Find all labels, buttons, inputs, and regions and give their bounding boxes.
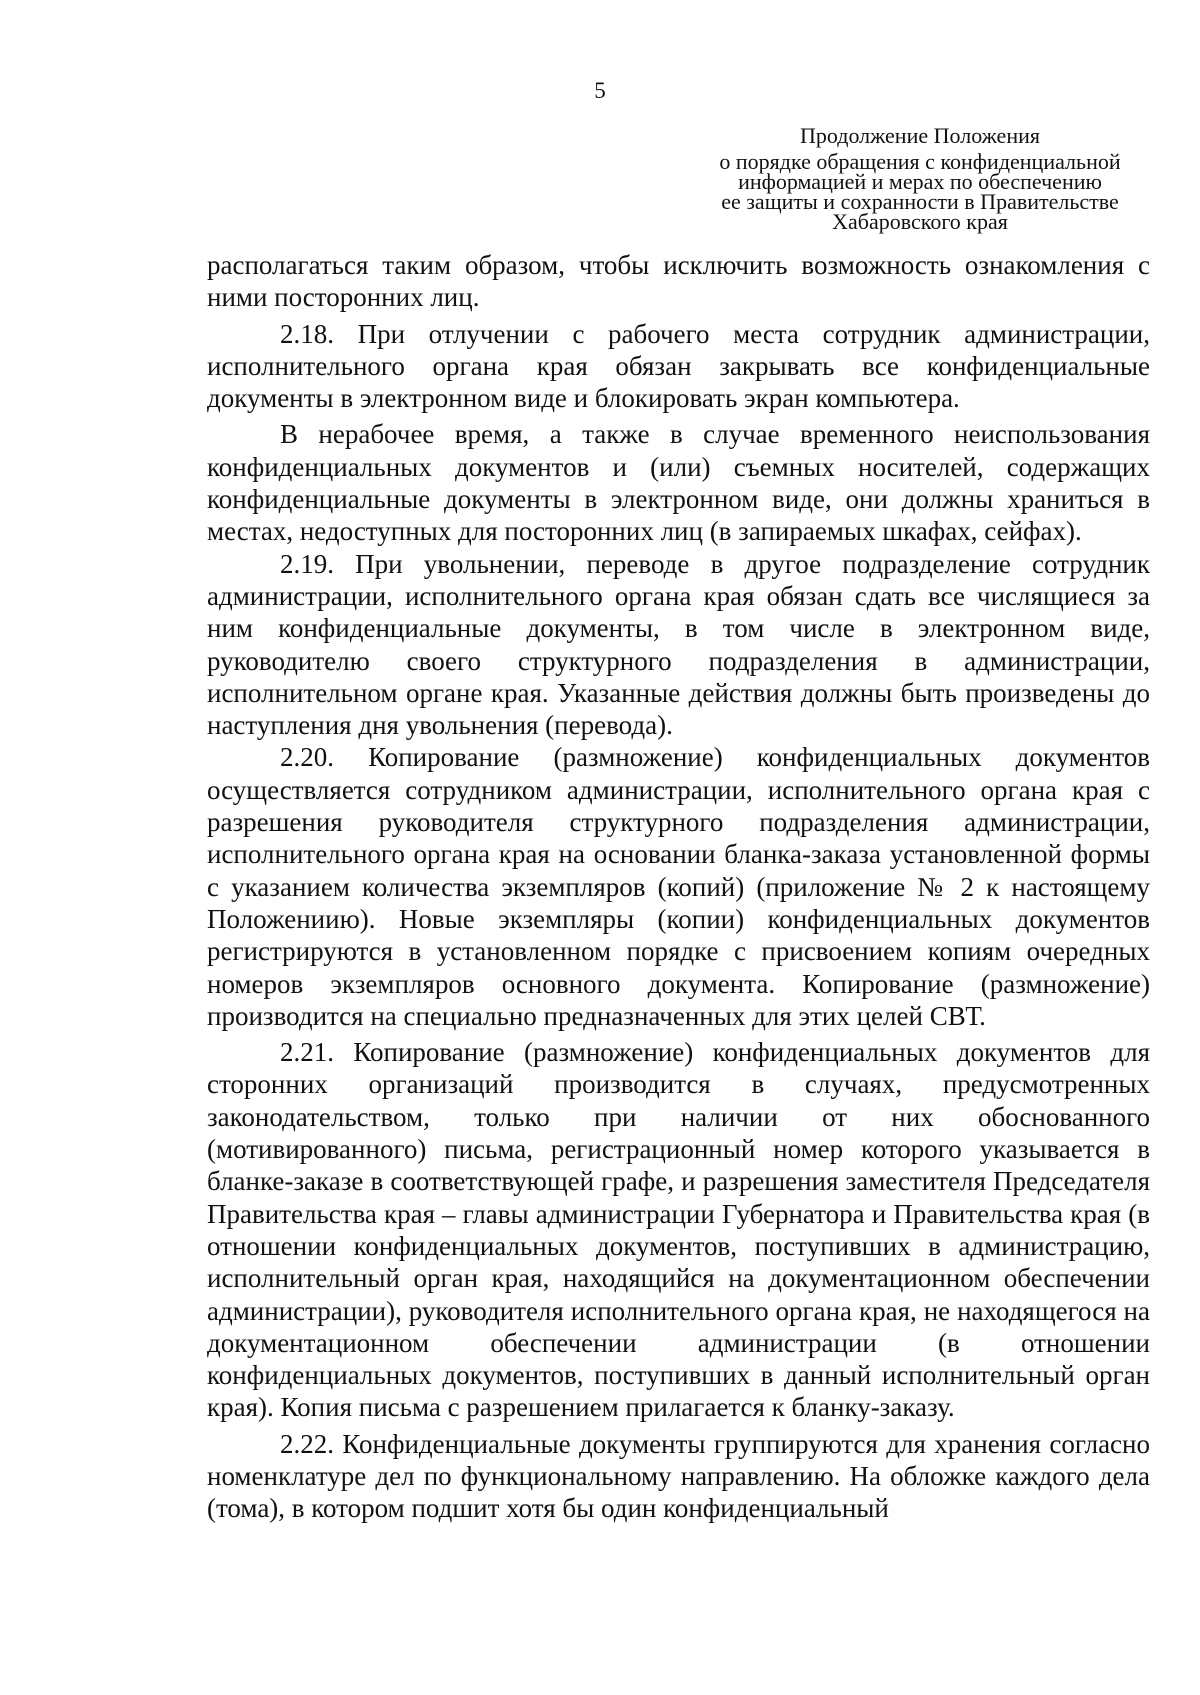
header-line: Хабаровского края	[832, 209, 1008, 234]
header-line: ее защиты и сохранности в Правительстве	[721, 189, 1119, 214]
paragraph-2-18: 2.18. При отлучении с рабочего места сотрудник администрации, исполнительного органа края обязан закрывать все конфиденциальные документы в электронном виде и блокировать экран компьютера.	[207, 318, 1150, 414]
paragraph-2-19: 2.19. При увольнении, переводе в другое подразделение сотрудник администрации, исполнительного органа края обязан сдать все числящиеся за ним конфиденциальные документы, в том числе в электронном виде, руководителю своего структурного подразделения в администрации, исполнительном органе края. Указанные действия должны быть произведены до наступления дня увольнения (перевода).	[207, 548, 1150, 741]
paragraph-2-20: 2.20. Копирование (размножение) конфиденциальных документов осуществляется сотрудником администрации, исполнительного органа края с разрешения руководителя структурного подразделения администрации, исполнительного органа края на основании бланка-заказа установленной формы с указанием количества экземпляров (копий) (приложение № 2 к настоящему Положениию). Новые экземпляры (копии) конфиденциальных документов регистрируются в установленном порядке с присвоением копиям очередных номеров экземпляров основного документа. Копирование (размножение) производится на специально предназначенных для этих целей СВТ.	[207, 742, 1150, 1031]
header-line: информацией и мерах по обеспечению	[738, 169, 1102, 194]
paragraph-2-21: 2.21. Копирование (размножение) конфиденциальных документов для сторонних организаций производится в случаях, предусмотренных законодательством, только при наличии от них обоснованного (мотивированного) письма, регистрационный номер которого указывается в бланке-заказе в соответствующей графе, и разрешения заместителя Председателя Правительства края – главы администрации Губернатора и Правительства края (в отношении конфиденциальных документов, поступивших в администрацию, исполнительный орган края, находящийся на документационном обеспечении администрации), руководителя исполнительного органа края, не находящегося на документационном обеспечении администрации (в отношении конфиденциальных документов, поступивших в данный исполнительный орган края). Копия письма с разрешением прилагается к бланку-заказу.	[207, 1037, 1150, 1423]
paragraph-continuation: располагаться таким образом, чтобы исключить возможность ознакомления с ними посторонних лиц.	[207, 250, 1150, 313]
page-number: 5	[594, 78, 606, 103]
header-subtitle	[640, 149, 1200, 234]
document-body	[207, 249, 1150, 1525]
paragraph-2-22: 2.22. Конфиденциальные документы группируются для хранения согласно номенклатуре дел по функциональному направлению. На обложке каждого дела (тома), в котором подшит хотя бы один конфиденциальный	[207, 1428, 1150, 1524]
paragraph-non-working-time: В нерабочее время, а также в случае временного неиспользования конфиденциальных документов и (или) съемных носителей, содержащих конфиденциальные документы в электронном виде, они должны храниться в местах, недоступных для посторонних лиц (в запираемых шкафах, сейфах).	[207, 419, 1150, 547]
header-title: Продолжение Положения	[800, 123, 1040, 148]
header-line: о порядке обращения с конфиденциальной	[719, 149, 1121, 174]
